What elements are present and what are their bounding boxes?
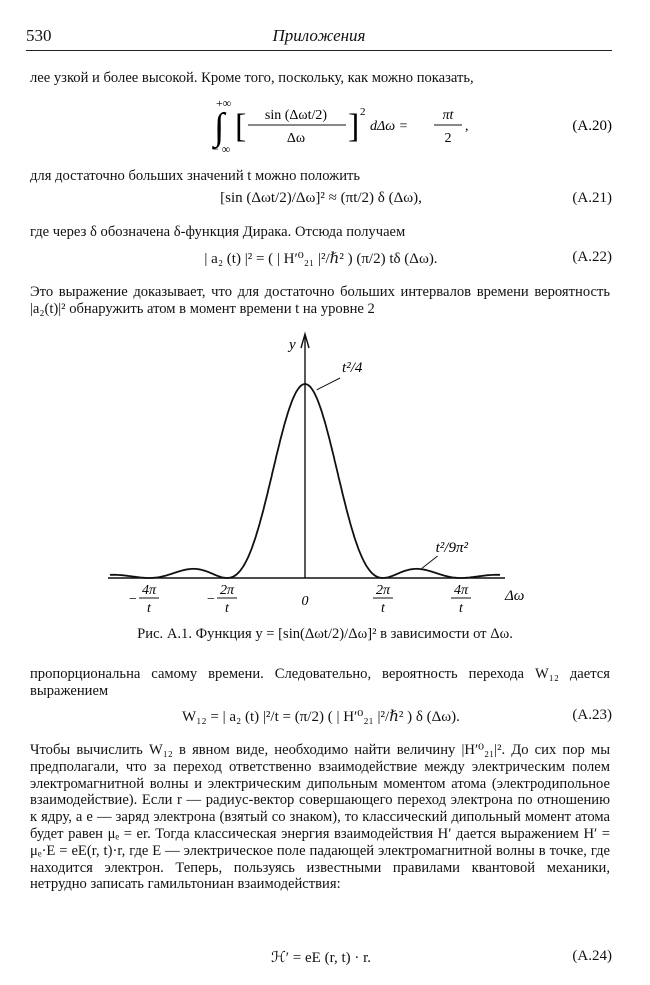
equation-number-a21: (A.21) (572, 190, 612, 206)
right-bracket: ] (348, 108, 360, 145)
fraction-numerator: sin (Δωt/2) (264, 108, 328, 123)
tick-sign: − (207, 592, 215, 607)
equation-a24 (30, 948, 612, 974)
equation-a21-body: [sin (Δωt/2)/Δω]² ≈ (πt/2) δ (Δω), (220, 190, 422, 206)
equation-number-a24: (A.24) (572, 948, 612, 964)
running-title: Приложения (272, 26, 366, 45)
paragraph-3: где через δ обозначена δ-функция Дирака. Отсюда получаем (30, 224, 406, 240)
comma: , (465, 119, 469, 134)
equation-a20-formula (30, 95, 612, 157)
running-header (26, 26, 612, 48)
paragraph-1: лее узкой и более высокой. Кроме того, поскольку, как можно показать, (30, 70, 474, 86)
x-axis-label: Δω (505, 588, 525, 604)
rhs-denominator: 2 (444, 131, 452, 146)
figure-a1 (0, 322, 650, 622)
paragraph-5: пропорциональна самому времени. Следовательно, вероятность перехода W₁₂ дается выражением (30, 666, 610, 699)
header-rule (26, 50, 612, 51)
tick-numerator: 4π (141, 583, 157, 598)
tick-numerator: 4π (453, 583, 469, 598)
fraction-denominator: Δω (286, 131, 306, 146)
equation-a22-body: | a₂ (t) |² = ( | H′⁰₂₁ |²/ℏ² ) (π/2) tδ (Δω). (204, 251, 438, 267)
tick-denominator: t (459, 601, 463, 616)
left-bracket: [ (235, 108, 247, 145)
equation-a20 (30, 95, 612, 157)
x-tick-labels (129, 583, 471, 616)
page-number: 530 (26, 26, 52, 45)
equation-number-a23: (A.23) (572, 707, 612, 723)
figure-caption: Рис. А.1. Функция y = [sin(Δωt/2)/Δω]² в зависимости от Δω. (137, 626, 513, 642)
paragraph-6: Чтобы вычислить W₁₂ в явном виде, необходимо найти величину |H′⁰₂₁|². До сих пор мы предполагали, что за переход ответственно взаимодействие между электрическим полем электромагнитной волны и электрическим дипольным моментом атома (электродипольное взаимодействие). Если r — радиус-вектор совершающего переход электрона по отношению к ядру, а e — заряд электрона (взятый со знаком), то классический дипольный момент атома будет равен μₑ = er. Тогда классическая энергия взаимодействия H′ дается выражением H′ = μₑ·E = eE(r, t)·r, где E — электрическое поле падающей электромагнитной волны в точке, где находится электрон. Теперь, пользуясь известными правилами квантовой механики, нетрудно записать гамильтониан взаимодействия: (30, 742, 610, 893)
rhs-numerator: πt (442, 108, 454, 123)
equation-a21 (30, 190, 612, 216)
equation-a23-body: W₁₂ = | a₂ (t) |²/t = (π/2) ( | H′⁰₂₁ |²/ℏ² ) δ (Δω). (182, 709, 460, 725)
annotation-leader (317, 378, 340, 390)
integral-lower-limit: − ∞ (212, 142, 231, 156)
x-tick-label (129, 583, 159, 616)
tick-numerator: 2π (219, 583, 235, 598)
x-tick-label (373, 583, 393, 616)
annotation-label: t²/9π² (435, 540, 468, 556)
square-exponent: 2 (360, 106, 366, 118)
y-axis-label: y (289, 337, 296, 353)
tick-numerator: 2π (375, 583, 391, 598)
annotation-leader (422, 556, 438, 568)
equation-number-a22: (A.22) (572, 249, 612, 265)
tick-sign: − (129, 592, 137, 607)
equation-number-a20: (A.20) (572, 118, 612, 134)
integral-sign: ∫ (214, 106, 225, 148)
paragraph-4: Это выражение доказывает, что для достаточно больших интервалов времени вероятность |a₂(t)|² обнаружить атом в момент времени t на уровне 2 (30, 284, 610, 317)
x-tick-label (302, 594, 309, 609)
integral-upper-limit: +∞ (216, 96, 232, 110)
x-tick-label (207, 583, 237, 616)
tick-denominator: t (225, 601, 229, 616)
tick-denominator: t (381, 601, 385, 616)
paragraph-2-text: для достаточно больших значений t можно положить (30, 168, 361, 184)
tick-denominator: t (147, 601, 151, 616)
tick-zero: 0 (301, 594, 309, 609)
annotation-label: t²/4 (342, 360, 363, 376)
paragraph-2 (30, 168, 610, 185)
equation-a22 (30, 249, 612, 275)
equation-a23 (30, 707, 612, 733)
equation-a24-body: ℋ′ = eE (r, t) · r. (270, 950, 372, 966)
curve-annotations (317, 360, 469, 568)
x-tick-label (451, 583, 471, 616)
integral-tail: dΔω = (370, 119, 409, 134)
